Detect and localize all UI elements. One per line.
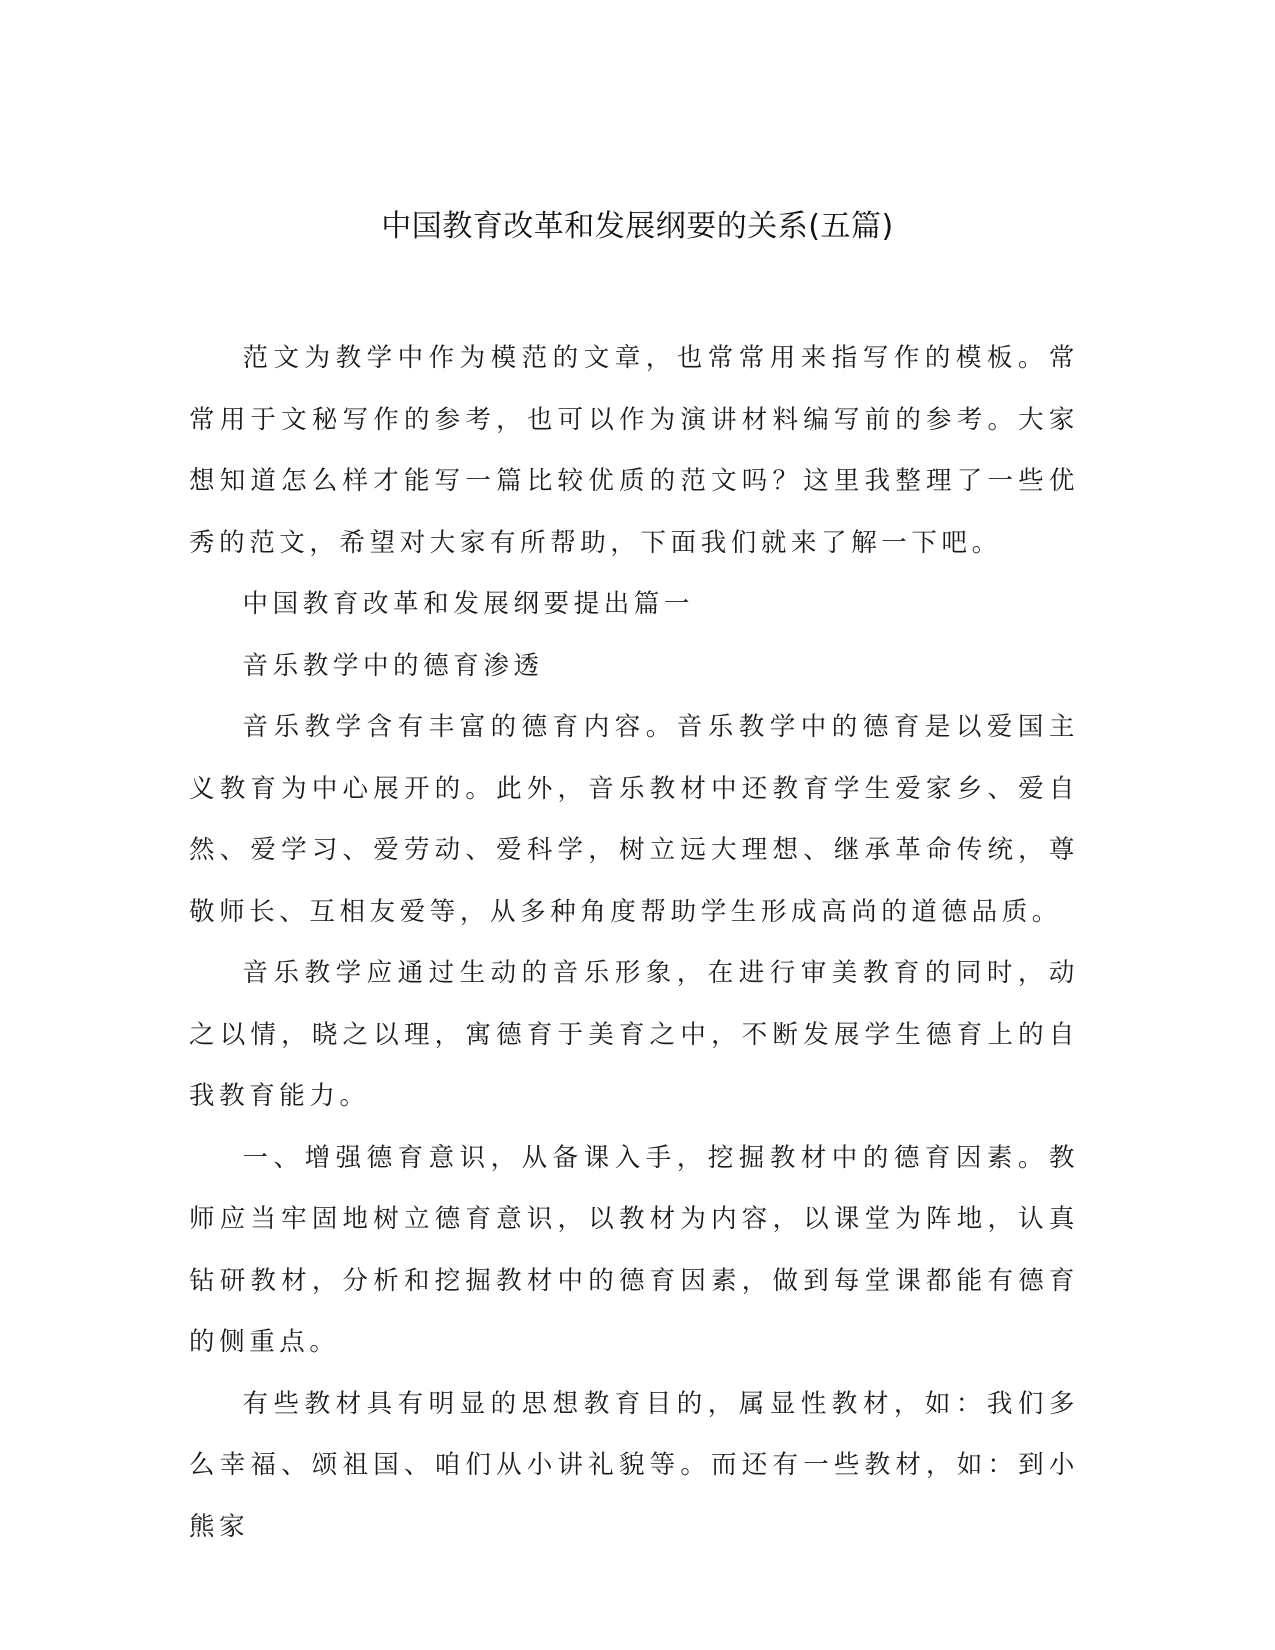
paragraph: 一、增强德育意识，从备课入手，挖掘教材中的德育因素。教师应当牢固地树立德育意识，以教材为内容，以课堂为阵地，认真钻研教材，分析和挖掘教材中的德育因素，做到每堂课都能有德育的侧重点。 — [189, 1142, 1079, 1357]
paragraph: 音乐教学含有丰富的德育内容。音乐教学中的德育是以爱国主义教育为中心展开的。此外，音乐教材中还教育学生爱家乡、爱自然、爱学习、爱劳动、爱科学，树立远大理想、继承革命传统，尊敬师长、互相友爱等，从多种角度帮助学生形成高尚的道德品质。 — [189, 712, 1079, 927]
section-heading: 中国教育改革和发展纲要提出篇一 — [242, 589, 695, 619]
paragraph: 音乐教学应通过生动的音乐形象，在进行审美教育的同时，动之以情，晓之以理，寓德育于美育之中，不断发展学生德育上的自我教育能力。 — [189, 958, 1079, 1111]
paragraph: 有些教材具有明显的思想教育目的，属显性教材，如：我们多么幸福、颂祖国、咱们从小讲礼貌等。而还有一些教材，如：到小熊家 — [189, 1388, 1079, 1542]
document-body — [189, 328, 1079, 1558]
paragraph-intro: 范文为教学中作为模范的文章，也常常用来指写作的模板。常常用于文秘写作的参考，也可以作为演讲材料编写前的参考。大家想知道怎么样才能写一篇比较优质的范文吗？这里我整理了一些优秀的范文，希望对大家有所帮助，下面我们就来了解一下吧。 — [189, 343, 1079, 558]
document-title: 中国教育改革和发展纲要的关系(五篇) — [381, 209, 894, 244]
subsection-heading: 音乐教学中的德育渗透 — [242, 650, 544, 681]
